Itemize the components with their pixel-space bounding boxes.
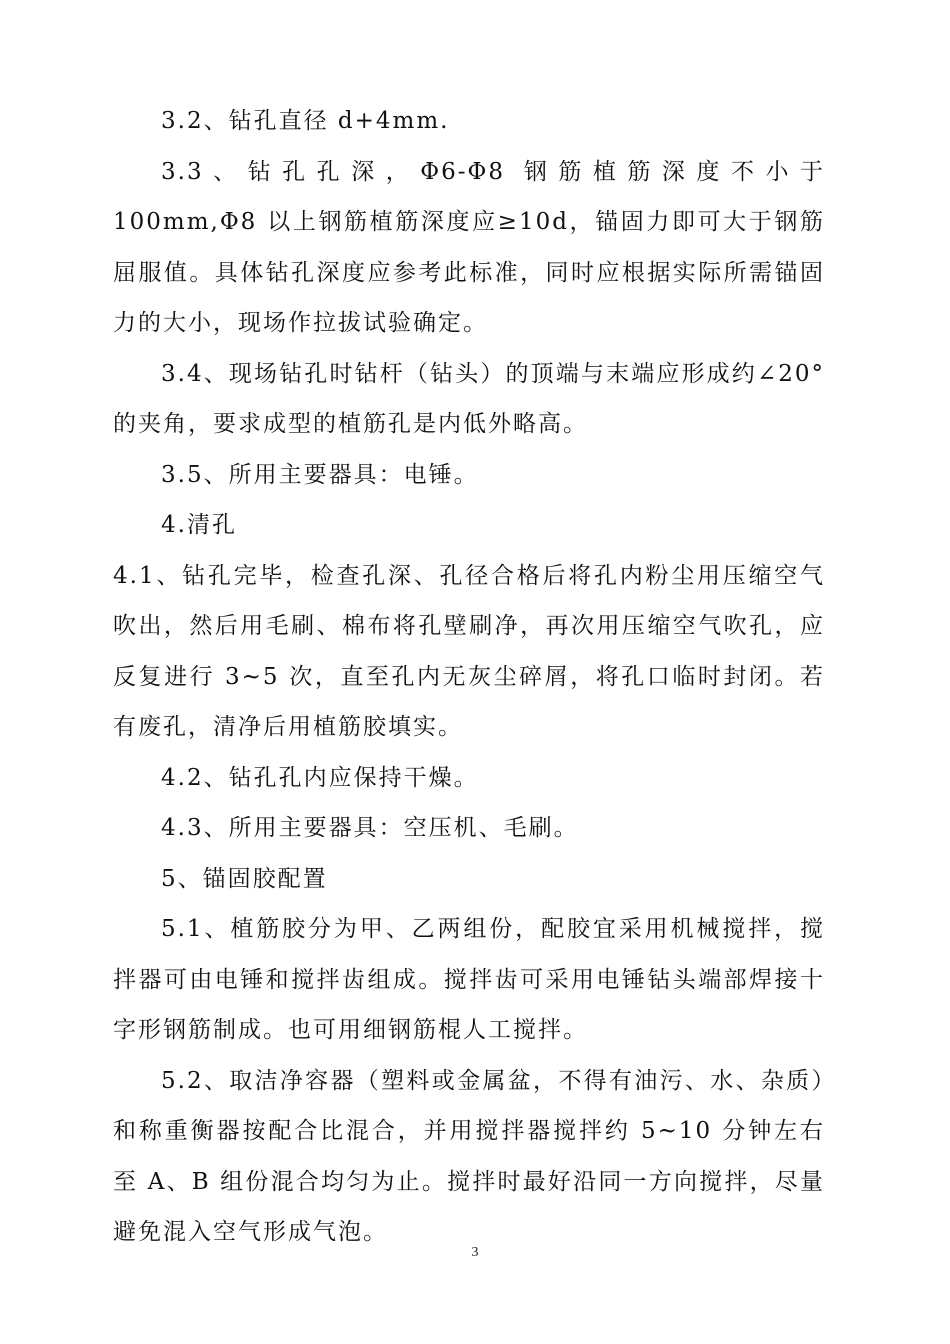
paragraph-4-1: 4.1、钻孔完毕，检查孔深、孔径合格后将孔内粉尘用压缩空气吹出，然后用毛刷、棉布将孔壁刷净，再次用压缩空气吹孔，应反复进行 3~5 次，直至孔内无灰尘碎屑，将孔口临时封闭。若有废孔，清净后用植筋胶填实。 (113, 562, 825, 740)
paragraph-3-5: 3.5、所用主要器具：电锤。 (161, 461, 479, 488)
paragraph-5-2: 5.2、取洁净容器（塑料或金属盆，不得有油污、水、杂质）和称重衡器按配合比混合，并用搅拌器搅拌约 5~10 分钟左右至 A、B 组份混合均匀为止。搅拌时最好沿同一方向搅拌，尽量避免混入空气形成气泡。 (113, 1067, 825, 1245)
heading-4: 4.清孔 (161, 512, 237, 538)
page-number: 3 (471, 1245, 479, 1260)
paragraph-4-3: 4.3、所用主要器具：空压机、毛刷。 (161, 815, 579, 841)
heading-5: 5、锚固胶配置 (161, 865, 328, 892)
paragraph-3-4: 3.4、现场钻孔时钻杆（钻头）的顶端与末端应形成约∠20° 的夹角，要求成型的植筋孔是内低外略高。 (113, 360, 825, 437)
body-text (113, 96, 825, 1258)
paragraph-3-3: 3.3、钻孔孔深，Φ6-Φ8 钢筋植筋深度不小于 100mm,Φ8 以上钢筋植筋深度应≥10d，锚固力即可大于钢筋屈服值。具体钻孔深度应参考此标准，同时应根据实际所需锚固力的大小，现场作拉拔试验确定。 (113, 158, 825, 336)
paragraph-5-1: 5.1、植筋胶分为甲、乙两组份，配胶宜采用机械搅拌，搅拌器可由电锤和搅拌齿组成。搅拌齿可采用电锤钻头端部焊接十字形钢筋制成。也可用细钢筋棍人工搅拌。 (113, 916, 825, 1043)
paragraph-4-2: 4.2、钻孔孔内应保持干燥。 (161, 764, 479, 791)
paragraph-3-2: 3.2、钻孔直径 d+4mm. (161, 108, 450, 134)
